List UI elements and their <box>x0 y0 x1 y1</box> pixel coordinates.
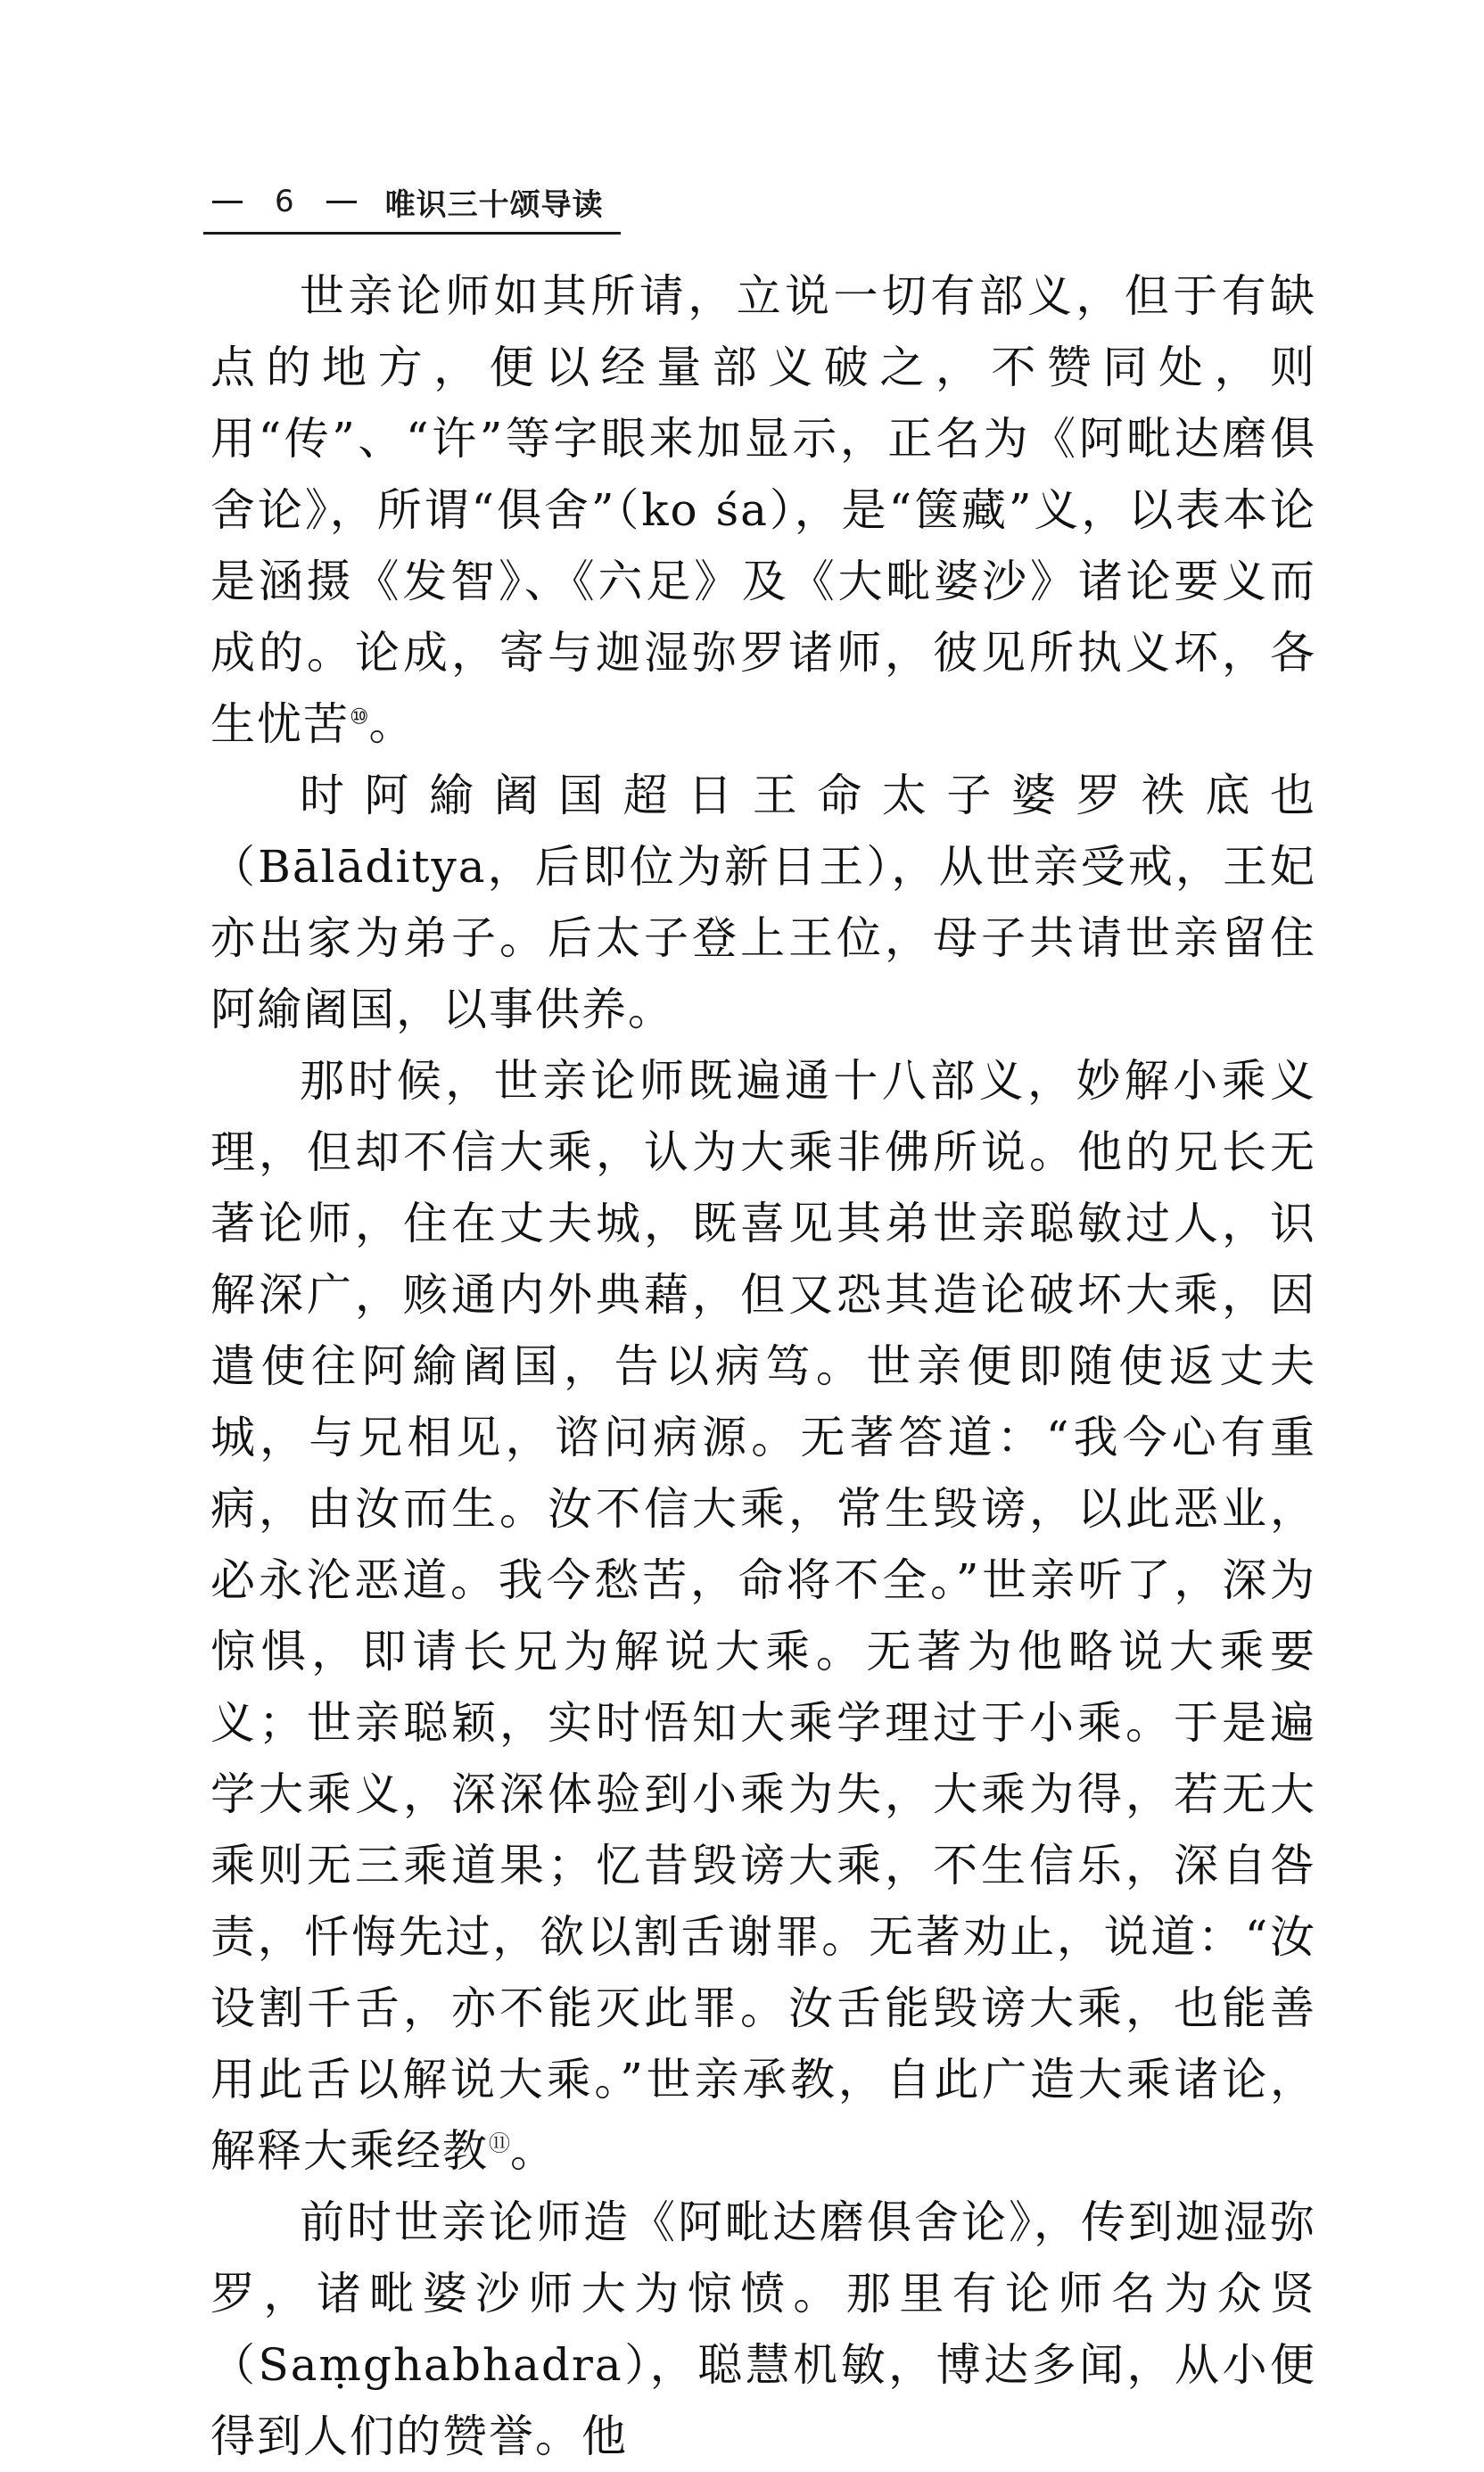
running-header <box>203 175 604 228</box>
paragraph-3-text: 那时候，世亲论师既遍通十八部义，妙解小乘义理，但却不信大乘，认为大乘非佛所说。他的兄长无著论师，住在丈夫城，既喜见其弟世亲聪敏过人，识解深广，赅通内外典藉，但又恐其造论破坏大乘，因遣使往阿緰阇国，告以病笃。世亲便即随使返丈夫城，与兄相见，谘问病源。无著答道：“我今心有重病，由汝而生。汝不信大乘，常生毁谤，以此恶业，必永沦恶道。我今愁苦，命将不全。”世亲听了，深为惊惧，即请长兄为解说大乘。无著为他略说大乘要义；世亲聪颖，实时悟知大乘学理过于小乘。于是遍学大乘义，深深体验到小乘为失，大乘为得，若无大乘则无三乘道果；忆昔毁谤大乘，不生信乐，深自咎责，忏悔先过，欲以割舌谢罪。无著劝止，说道：“汝设割千舌，亦不能灭此罪。汝舌能毁谤大乘，也能善用此舌以解说大乘。”世亲承教，自此广造大乘诸论，解释大乘经教 <box>210 1055 1316 2177</box>
page-number: 6 <box>275 184 294 219</box>
paragraph-4 <box>210 2187 1316 2472</box>
footnote-marker-11: ⑪ <box>489 2130 510 2156</box>
paragraph-1-text: 世亲论师如其所请，立说一切有部义，但于有缺点的地方，便以经量部义破之，不赞同处，则用“传”、“许”等字眼来加显示，正名为《阿毗达磨俱舍论》，所谓“俱舍”（ko śa），是“箧藏”义，以表本论是涵摄《发智》、《六足》及《大毗婆沙》诸论要义而成的。论成，寄与迦湿弥罗诸师，彼见所执义坏，各生忧苦 <box>210 270 1316 750</box>
paragraph-1-end: 。 <box>368 698 416 750</box>
body-text <box>210 260 1316 2472</box>
header-dash-left <box>212 201 243 203</box>
book-title: 唯识三十颂导读 <box>384 186 604 223</box>
paragraph-2 <box>210 760 1316 1045</box>
paragraph-3 <box>210 1045 1316 2187</box>
header-dash-right <box>326 201 357 203</box>
header-rule <box>203 232 621 235</box>
paragraph-2-text: 时阿緰阇国超日王命太子婆罗袟底也（Bālāditya，后即位为新日王），从世亲受戒，王妃亦出家为弟子。后太子登上王位，母子共请世亲留住阿緰阇国，以事供养。 <box>210 770 1317 1035</box>
paragraph-1 <box>210 260 1316 760</box>
paragraph-4-text: 前时世亲论师造《阿毗达磨俱舍论》，传到迦湿弥罗，诸毗婆沙师大为惊愤。那里有论师名为众贤（Saṃghabhadra），聪慧机敏，博达多闻，从小便得到人们的赞誉。他 <box>210 2196 1316 2462</box>
paragraph-3-end: 。 <box>510 2125 556 2177</box>
footnote-marker-10: ⑩ <box>350 704 369 729</box>
